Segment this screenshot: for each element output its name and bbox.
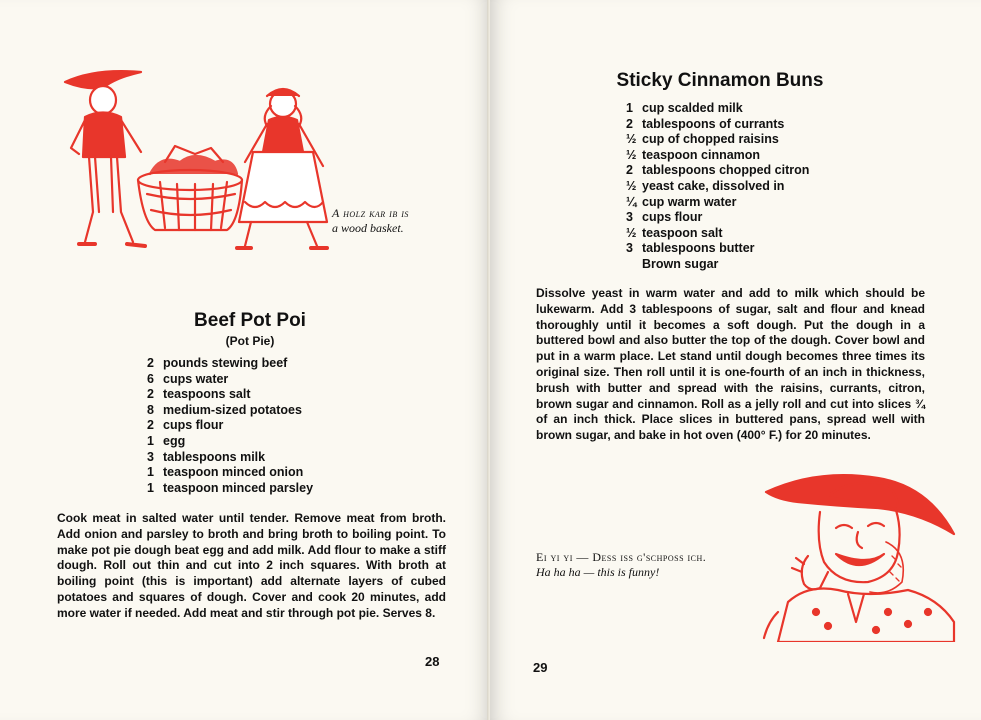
sticky-cinnamon-buns-title: Sticky Cinnamon Buns	[616, 70, 824, 91]
ingredient-item: cups flour	[163, 418, 224, 433]
ingredient-qty: 2	[626, 116, 633, 131]
ingredient-qty: 3	[626, 210, 633, 225]
ingredient-row	[147, 356, 313, 372]
ingredient-qty: ½	[626, 178, 637, 193]
ingredient-qty: 3	[147, 449, 154, 464]
ingredient-row	[626, 179, 809, 195]
right-page	[490, 0, 981, 720]
ingredient-item: tablespoons milk	[163, 449, 266, 464]
ingredient-row	[626, 241, 809, 257]
ingredient-item: cups water	[163, 371, 229, 386]
ingredient-item: teaspoon minced parsley	[163, 480, 314, 495]
ingredient-item: teaspoon salt	[642, 225, 723, 240]
ingredient-item: cup of chopped raisins	[642, 132, 779, 147]
ingredient-item: tablespoons butter	[642, 241, 755, 256]
ingredient-item: cup scalded milk	[642, 101, 743, 115]
sticky-cinnamon-buns-ingredients	[626, 101, 809, 273]
ingredient-row	[147, 465, 313, 481]
ingredient-row	[147, 418, 313, 434]
ingredient-item: yeast cake, dissolved in	[642, 178, 785, 193]
ingredient-row	[626, 117, 809, 133]
ingredient-qty: 1	[147, 465, 154, 480]
ingredient-qty: 1	[626, 101, 633, 115]
ingredient-item: medium-sized potatoes	[163, 402, 302, 417]
ingredient-item: teaspoons salt	[163, 387, 251, 402]
ingredient-qty: 3	[626, 241, 633, 256]
sticky-cinnamon-buns-instructions: Dissolve yeast in warm water and add to milk which should be lukewarm. Add 3 tablespoons of sugar, salt and flour and knead thoroughly until it becomes a soft dough. Put the dough in a buttered bowl and also butter the top of the dough. Cover bowl and put in a warm place. Let stand until dough becomes three times its original size. Then roll until it is one-fourth of an inch in thickness, brush with butter and spread with the raisins, currants, citron, brown sugar and cinnamon. Roll as a jelly roll and cut into slices ¾ of an inch thick. Place slices in buttered pans, spread well with brown sugar, and bake in hot oven (400° F.) for 20 minutes.	[536, 286, 925, 443]
ingredient-row	[147, 481, 313, 497]
left-page	[0, 0, 490, 720]
ingredient-qty: 2	[147, 356, 154, 370]
ingredient-item: egg	[163, 433, 186, 448]
ingredient-row	[626, 101, 809, 117]
ingredient-qty: 8	[147, 402, 154, 417]
beef-pot-poi-instructions: Cook meat in salted water until tender. Remove meat from broth. Add onion and parsley to broth and bring broth to boiling point. To make pot pie dough beat egg and add milk. Add flour to make a stiff dough. Roll out thin and cut into 2 inch squares. With broth at boiling point (this is important) add alternate layers of cubed potatoes and squares of dough. Cover and cook 20 minutes, add more water if needed. Add meat and stir through pot pie. Serves 8.	[57, 511, 446, 620]
ingredient-qty: 1	[147, 480, 154, 495]
ingredient-item: tablespoons chopped citron	[642, 163, 810, 178]
ingredient-item: Brown sugar	[642, 256, 719, 271]
ingredient-item: teaspoon cinnamon	[642, 147, 761, 162]
ingredient-row	[626, 257, 809, 273]
ingredient-row	[626, 195, 809, 211]
basket-caption-translation: a wood basket.	[332, 221, 404, 235]
beef-pot-poi-subtitle: (Pot Pie)	[225, 334, 275, 348]
ingredient-qty: 2	[147, 387, 154, 402]
ingredient-row	[147, 372, 313, 388]
ingredient-row	[147, 403, 313, 419]
beef-pot-poi-title: Beef Pot Poi	[194, 310, 306, 331]
page-number-left: 28	[425, 654, 440, 669]
basket-caption-dialect: A holz kar ib is	[332, 206, 409, 220]
ingredient-qty: ½	[626, 225, 637, 240]
ingredient-row	[147, 434, 313, 450]
children-carrying-basket-illustration	[55, 62, 345, 262]
ingredient-row	[626, 210, 809, 226]
ingredient-item: teaspoon minced onion	[163, 465, 304, 480]
ingredient-row	[147, 387, 313, 403]
ingredient-qty: ½	[626, 147, 637, 162]
ingredient-qty	[626, 257, 642, 273]
ingredient-qty: 1	[147, 433, 154, 448]
ingredient-qty: 6	[147, 371, 154, 386]
ingredient-item: cups flour	[642, 210, 703, 225]
ingredient-qty: 2	[626, 163, 633, 178]
beef-pot-poi-ingredients	[147, 356, 313, 496]
basket-caption	[332, 206, 452, 236]
ingredient-row	[626, 226, 809, 242]
ingredient-item: tablespoons of currants	[642, 116, 785, 131]
page-number-right: 29	[533, 660, 548, 675]
ingredient-qty: ½	[626, 132, 637, 147]
laughing-caption	[536, 550, 766, 580]
ingredient-row	[626, 148, 809, 164]
laughing-caption-dialect: Ei yi yi — Dess iss g'schposs ich.	[536, 550, 707, 564]
laughing-man-illustration	[758, 472, 958, 642]
ingredient-row	[147, 450, 313, 466]
ingredient-item: pounds stewing beef	[163, 356, 288, 370]
ingredient-row	[626, 132, 809, 148]
ingredient-qty: 2	[147, 418, 154, 433]
laughing-caption-translation: Ha ha ha — this is funny!	[536, 565, 660, 579]
ingredient-qty: ¼	[626, 194, 637, 209]
ingredient-item: cup warm water	[642, 194, 737, 209]
ingredient-row	[626, 163, 809, 179]
